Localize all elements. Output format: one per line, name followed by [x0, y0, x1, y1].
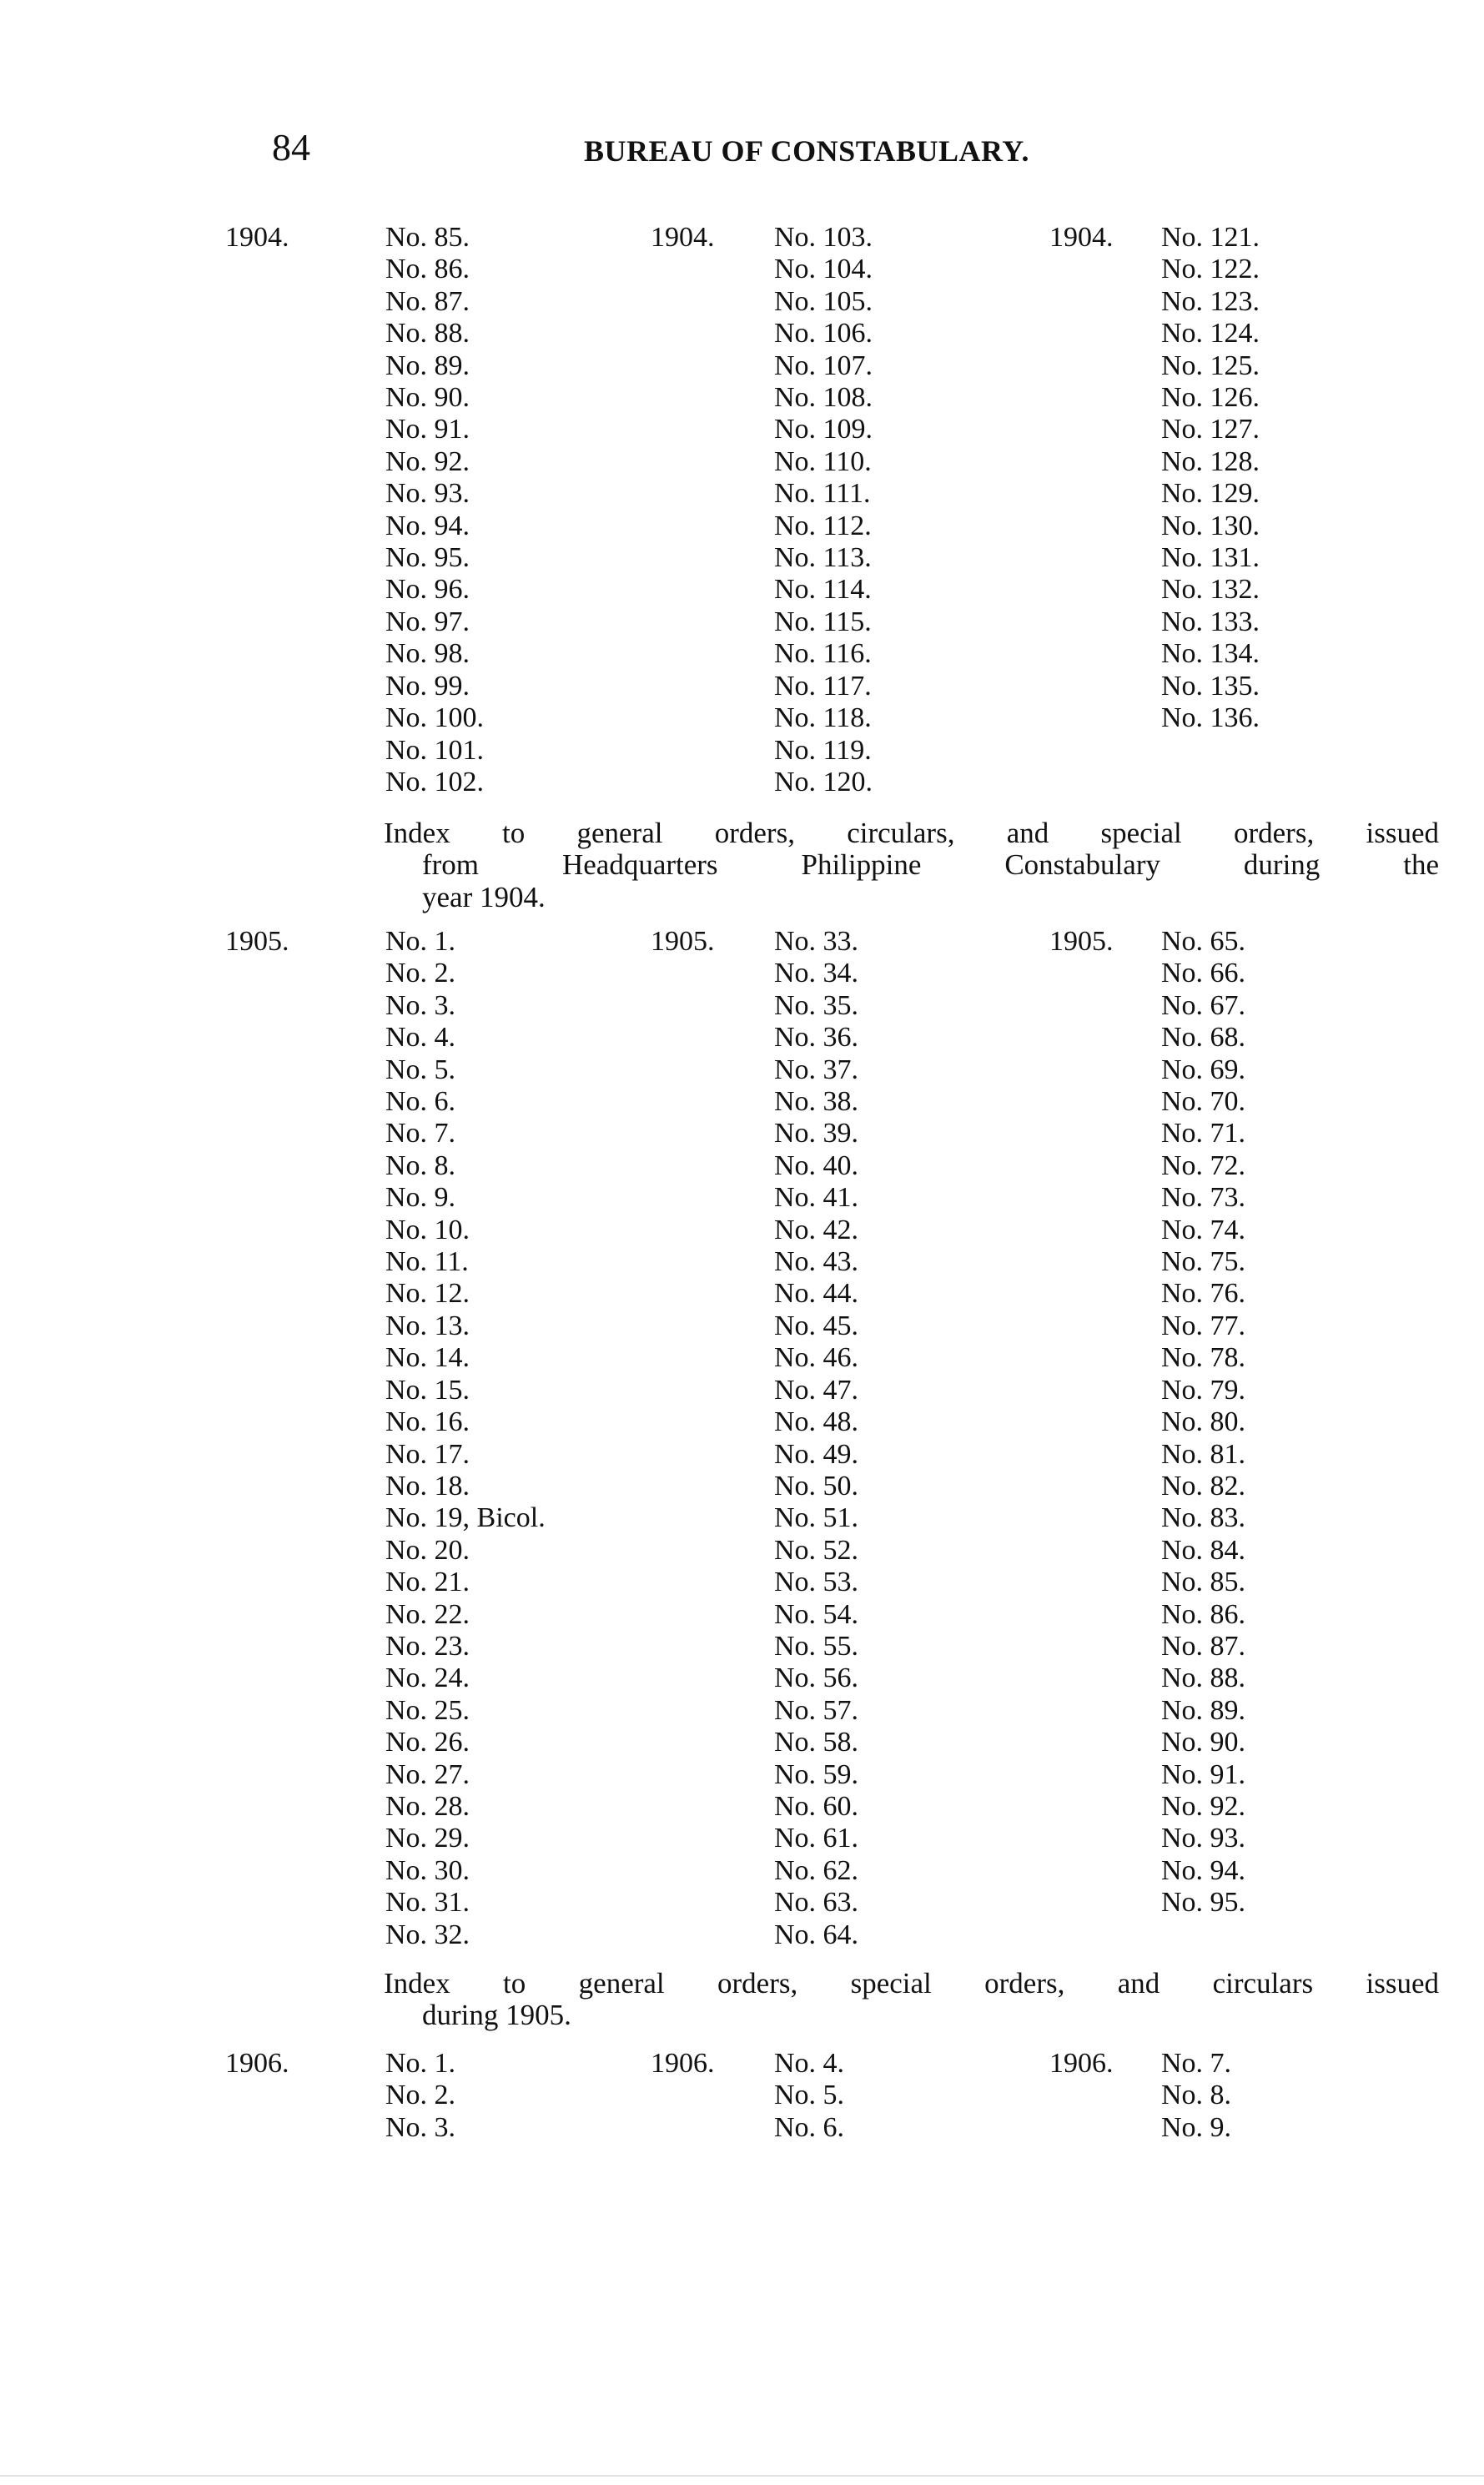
order-number-entry: No. 99.	[385, 670, 470, 702]
order-number-entry: No. 66.	[1161, 958, 1246, 989]
order-number-entry: No. 2.	[385, 2080, 456, 2111]
order-number-entry: No. 51.	[774, 1502, 859, 1534]
year-label: 1905.	[651, 926, 715, 957]
order-number-entry: No. 39.	[774, 1118, 859, 1149]
order-number-entry: No. 79.	[1161, 1374, 1246, 1406]
order-number-entry: No. 121.	[1161, 222, 1260, 253]
page-number: 84	[272, 126, 310, 169]
order-number-entry: No. 71.	[1161, 1118, 1246, 1149]
order-number-column	[774, 926, 858, 1951]
order-number-entry: No. 35.	[774, 989, 859, 1021]
order-number-entry: No. 136.	[1161, 702, 1260, 734]
order-number-entry: No. 85.	[385, 222, 470, 253]
order-number-entry: No. 50.	[774, 1470, 859, 1502]
order-number-column	[774, 222, 873, 798]
order-number-entry: No. 94.	[1161, 1854, 1246, 1886]
order-number-entry: No. 107.	[774, 350, 873, 381]
order-number-entry: No. 19, Bicol.	[385, 1502, 546, 1534]
order-number-entry: No. 126.	[1161, 382, 1260, 414]
running-head: BUREAU OF CONSTABULARY.	[584, 134, 1029, 168]
order-number-entry: No. 7.	[1161, 2048, 1232, 2079]
order-number-entry: No. 125.	[1161, 350, 1260, 381]
caption-line: from Headquarters Philippine Constabulary during the	[422, 848, 1439, 882]
order-number-entry: No. 95.	[385, 542, 470, 574]
order-number-entry: No. 24.	[385, 1663, 470, 1694]
order-number-entry: No. 135.	[1161, 670, 1260, 702]
caption-line: Index to general orders, circulars, and special orders, issued	[384, 817, 1439, 849]
order-number-entry: No. 117.	[774, 670, 872, 702]
order-number-entry: No. 8.	[1161, 2080, 1232, 2111]
order-number-entry: No. 23.	[385, 1630, 470, 1662]
order-number-entry: No. 132.	[1161, 574, 1260, 606]
order-number-entry: No. 119.	[774, 734, 872, 766]
order-number-entry: No. 45.	[774, 1310, 859, 1341]
order-number-entry: No. 37.	[774, 1054, 859, 1085]
order-number-entry: No. 62.	[774, 1854, 859, 1886]
order-number-entry: No. 131.	[1161, 542, 1260, 574]
order-number-entry: No. 129.	[1161, 478, 1260, 510]
order-number-entry: No. 111.	[774, 478, 871, 510]
order-number-entry: No. 30.	[385, 1854, 470, 1886]
order-number-entry: No. 115.	[774, 606, 872, 637]
order-number-entry: No. 100.	[385, 702, 485, 734]
order-number-entry: No. 8.	[385, 1149, 456, 1181]
order-number-entry: No. 113.	[774, 542, 872, 574]
order-number-entry: No. 11.	[385, 1246, 469, 1278]
order-number-entry: No. 67.	[1161, 989, 1246, 1021]
order-number-entry: No. 5.	[774, 2080, 845, 2111]
order-number-entry: No. 41.	[774, 1182, 859, 1214]
order-number-column	[1161, 926, 1245, 1919]
order-number-entry: No. 9.	[1161, 2111, 1232, 2143]
caption-line: Index to general orders, special orders, and circulars issued	[384, 1967, 1439, 2000]
order-number-entry: No. 104.	[774, 254, 873, 285]
order-number-entry: No. 98.	[385, 638, 470, 670]
order-number-entry: No. 26.	[385, 1727, 470, 1758]
order-number-entry: No. 6.	[774, 2111, 845, 2143]
order-number-entry: No. 88.	[1161, 1663, 1246, 1694]
order-number-entry: No. 89.	[1161, 1694, 1246, 1726]
order-number-entry: No. 4.	[385, 1022, 456, 1054]
order-number-entry: No. 128.	[1161, 445, 1260, 477]
order-number-entry: No. 94.	[385, 510, 470, 541]
order-number-entry: No. 52.	[774, 1534, 859, 1566]
year-label: 1906.	[225, 2048, 289, 2079]
order-number-entry: No. 97.	[385, 606, 470, 637]
caption-line: year 1904.	[422, 880, 546, 913]
order-number-entry: No. 17.	[385, 1438, 470, 1470]
order-number-entry: No. 90.	[385, 382, 470, 414]
order-number-entry: No. 28.	[385, 1790, 470, 1822]
order-number-entry: No. 114.	[774, 574, 872, 606]
order-number-entry: No. 76.	[1161, 1278, 1246, 1310]
order-number-entry: No. 18.	[385, 1470, 470, 1502]
order-number-column	[1161, 222, 1260, 735]
order-number-entry: No. 92.	[1161, 1790, 1246, 1822]
order-number-entry: No. 88.	[385, 318, 470, 350]
order-number-entry: No. 96.	[385, 574, 470, 606]
order-number-entry: No. 6.	[385, 1086, 456, 1118]
order-number-entry: No. 10.	[385, 1214, 470, 1245]
order-number-entry: No. 109.	[774, 414, 873, 445]
order-number-entry: No. 110.	[774, 445, 872, 477]
year-label: 1906.	[1049, 2048, 1114, 2079]
order-number-entry: No. 120.	[774, 766, 873, 797]
order-number-entry: No. 2.	[385, 958, 456, 989]
order-number-entry: No. 31.	[385, 1887, 470, 1919]
order-number-entry: No. 108.	[774, 382, 873, 414]
order-number-entry: No. 118.	[774, 702, 872, 734]
order-number-entry: No. 33.	[774, 926, 859, 957]
order-number-entry: No. 63.	[774, 1887, 859, 1919]
order-number-entry: No. 5.	[385, 1054, 456, 1085]
order-number-entry: No. 84.	[1161, 1534, 1246, 1566]
index-caption	[384, 817, 1439, 913]
order-number-entry: No. 124.	[1161, 318, 1260, 350]
year-label: 1906.	[651, 2048, 715, 2079]
order-number-entry: No. 9.	[385, 1182, 456, 1214]
order-number-entry: No. 72.	[1161, 1149, 1246, 1181]
year-label: 1904.	[225, 222, 289, 253]
order-number-entry: No. 27.	[385, 1758, 470, 1790]
order-number-entry: No. 87.	[1161, 1630, 1246, 1662]
order-number-column	[774, 2048, 844, 2144]
order-number-entry: No. 134.	[1161, 638, 1260, 670]
order-number-entry: No. 83.	[1161, 1502, 1246, 1534]
order-number-entry: No. 59.	[774, 1758, 859, 1790]
order-number-entry: No. 40.	[774, 1149, 859, 1181]
order-number-entry: No. 29.	[385, 1823, 470, 1854]
order-number-entry: No. 86.	[1161, 1598, 1246, 1630]
order-number-entry: No. 73.	[1161, 1182, 1246, 1214]
order-number-entry: No. 48.	[774, 1406, 859, 1438]
caption-line: during 1905.	[422, 1999, 571, 2032]
order-number-entry: No. 91.	[1161, 1758, 1246, 1790]
order-number-entry: No. 75.	[1161, 1246, 1246, 1278]
order-number-entry: No. 43.	[774, 1246, 859, 1278]
order-number-entry: No. 13.	[385, 1310, 470, 1341]
order-number-column	[385, 222, 484, 798]
order-number-entry: No. 123.	[1161, 285, 1260, 317]
order-number-entry: No. 32.	[385, 1919, 470, 1950]
order-number-entry: No. 93.	[385, 478, 470, 510]
order-number-entry: No. 46.	[774, 1342, 859, 1374]
order-number-entry: No. 4.	[774, 2048, 845, 2079]
order-number-entry: No. 90.	[1161, 1727, 1246, 1758]
order-number-entry: No. 56.	[774, 1663, 859, 1694]
order-number-entry: No. 81.	[1161, 1438, 1246, 1470]
order-number-entry: No. 74.	[1161, 1214, 1246, 1245]
order-number-entry: No. 70.	[1161, 1086, 1246, 1118]
order-number-entry: No. 95.	[1161, 1887, 1246, 1919]
order-number-entry: No. 25.	[385, 1694, 470, 1726]
order-number-entry: No. 130.	[1161, 510, 1260, 541]
order-number-column	[385, 2048, 455, 2144]
order-number-entry: No. 21.	[385, 1567, 470, 1598]
order-number-entry: No. 49.	[774, 1438, 859, 1470]
order-number-entry: No. 54.	[774, 1598, 859, 1630]
order-number-entry: No. 102.	[385, 766, 485, 797]
order-number-entry: No. 1.	[385, 2048, 456, 2079]
order-number-entry: No. 133.	[1161, 606, 1260, 637]
order-number-entry: No. 122.	[1161, 254, 1260, 285]
year-label: 1905.	[225, 926, 289, 957]
order-number-entry: No. 42.	[774, 1214, 859, 1245]
order-number-entry: No. 7.	[385, 1118, 456, 1149]
order-number-entry: No. 64.	[774, 1919, 859, 1950]
order-number-entry: No. 47.	[774, 1374, 859, 1406]
order-number-entry: No. 57.	[774, 1694, 859, 1726]
order-number-entry: No. 15.	[385, 1374, 470, 1406]
order-number-entry: No. 36.	[774, 1022, 859, 1054]
order-number-entry: No. 68.	[1161, 1022, 1246, 1054]
order-number-entry: No. 55.	[774, 1630, 859, 1662]
order-number-entry: No. 53.	[774, 1567, 859, 1598]
order-number-entry: No. 69.	[1161, 1054, 1246, 1085]
order-number-entry: No. 116.	[774, 638, 872, 670]
order-number-entry: No. 93.	[1161, 1823, 1246, 1854]
order-number-entry: No. 3.	[385, 989, 456, 1021]
order-number-entry: No. 44.	[774, 1278, 859, 1310]
year-label: 1905.	[1049, 926, 1114, 957]
order-number-column	[385, 926, 546, 1951]
year-label: 1904.	[1049, 222, 1114, 253]
order-number-entry: No. 87.	[385, 285, 470, 317]
order-number-entry: No. 20.	[385, 1534, 470, 1566]
order-number-entry: No. 38.	[774, 1086, 859, 1118]
order-number-column	[1161, 2048, 1231, 2144]
order-number-entry: No. 85.	[1161, 1567, 1246, 1598]
order-number-entry: No. 60.	[774, 1790, 859, 1822]
order-number-entry: No. 82.	[1161, 1470, 1246, 1502]
index-caption	[384, 1968, 1439, 2032]
order-number-entry: No. 65.	[1161, 926, 1246, 957]
order-number-entry: No. 34.	[774, 958, 859, 989]
order-number-entry: No. 89.	[385, 350, 470, 381]
order-number-entry: No. 58.	[774, 1727, 859, 1758]
order-number-entry: No. 61.	[774, 1823, 859, 1854]
order-number-entry: No. 105.	[774, 285, 873, 317]
order-number-entry: No. 1.	[385, 926, 456, 957]
order-number-entry: No. 112.	[774, 510, 872, 541]
order-number-entry: No. 101.	[385, 734, 485, 766]
order-number-entry: No. 80.	[1161, 1406, 1246, 1438]
order-number-entry: No. 14.	[385, 1342, 470, 1374]
bottom-edge-rule	[0, 2475, 1484, 2477]
order-number-entry: No. 78.	[1161, 1342, 1246, 1374]
order-number-entry: No. 91.	[385, 414, 470, 445]
order-number-entry: No. 12.	[385, 1278, 470, 1310]
order-number-entry: No. 86.	[385, 254, 470, 285]
order-number-entry: No. 127.	[1161, 414, 1260, 445]
order-number-entry: No. 92.	[385, 445, 470, 477]
order-number-entry: No. 16.	[385, 1406, 470, 1438]
order-number-entry: No. 103.	[774, 222, 873, 253]
year-label: 1904.	[651, 222, 715, 253]
order-number-entry: No. 77.	[1161, 1310, 1246, 1341]
order-number-entry: No. 22.	[385, 1598, 470, 1630]
order-number-entry: No. 106.	[774, 318, 873, 350]
order-number-entry: No. 3.	[385, 2111, 456, 2143]
